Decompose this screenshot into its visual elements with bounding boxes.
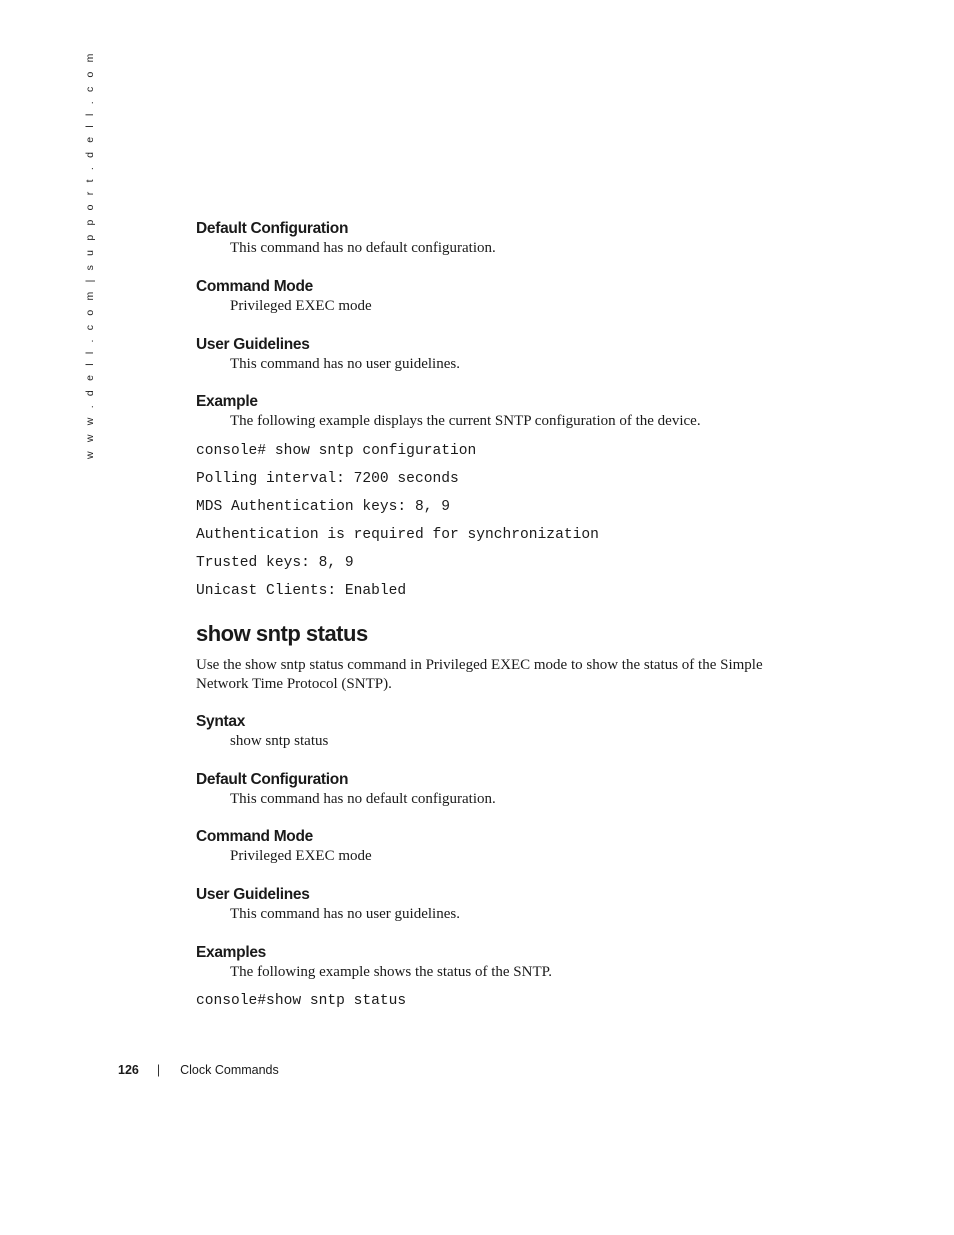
default-config-heading: Default Configuration — [196, 771, 349, 788]
page-footer — [118, 1061, 279, 1079]
code-line — [196, 442, 816, 461]
code-line-text: console# show sntp configuration — [196, 443, 477, 459]
footer-separator: | — [156, 1063, 161, 1077]
user-guidelines-text: This command has no user guidelines. — [230, 356, 460, 372]
command-section-title — [196, 620, 816, 648]
code-line — [196, 526, 816, 545]
intro-after: command in Privileged EXEC mode to show the status of the Simple — [343, 657, 763, 673]
user-guidelines-heading: User Guidelines — [196, 886, 310, 903]
command-mode-block — [196, 277, 816, 316]
code-line-text: MDS Authentication keys: 8, 9 — [196, 499, 450, 515]
default-config-text: This command has no default configuration. — [230, 240, 496, 256]
code-line-text: console#show sntp status — [196, 993, 407, 1009]
code-line — [196, 992, 816, 1011]
command-mode-heading: Command Mode — [196, 278, 313, 295]
code-line — [196, 582, 816, 601]
example-text: The following example displays the current SNTP configuration of the device. — [230, 413, 701, 429]
section-previous-command — [196, 219, 816, 258]
user-guidelines-block-2 — [196, 885, 816, 924]
command-mode-heading: Command Mode — [196, 828, 313, 845]
code-line — [196, 554, 816, 573]
examples-text: The following example shows the status of the SNTP. — [230, 964, 553, 980]
intro-command: show sntp status — [245, 657, 344, 673]
command-mode-block-2 — [196, 827, 816, 866]
syntax-text: show sntp status — [230, 733, 329, 749]
syntax-block — [196, 712, 816, 751]
command-mode-text: Privileged EXEC mode — [230, 848, 372, 864]
page-title: show sntp status — [196, 621, 368, 646]
code-line-text: Trusted keys: 8, 9 — [196, 555, 354, 571]
examples-heading: Examples — [196, 944, 266, 961]
code-line — [196, 498, 816, 517]
code-line-text: Polling interval: 7200 seconds — [196, 471, 459, 487]
code-line-text: Authentication is required for synchronization — [196, 527, 599, 543]
intro-paragraph — [196, 656, 816, 694]
page-number: 126 — [118, 1063, 139, 1077]
intro-line-1 — [196, 656, 816, 675]
intro-line-2: Network Time Protocol (SNTP). — [196, 676, 392, 692]
user-guidelines-text: This command has no user guidelines. — [230, 906, 460, 922]
code-line — [196, 470, 816, 489]
user-guidelines-block — [196, 335, 816, 374]
examples-block — [196, 943, 816, 982]
default-config-heading: Default Configuration — [196, 220, 349, 237]
default-config-text: This command has no default configuration. — [230, 791, 496, 807]
side-url: w w w . d e l l . c o m | s u p p o r t . d e l l . c o m — [84, 50, 96, 459]
chapter-title: Clock Commands — [180, 1063, 279, 1077]
command-mode-text: Privileged EXEC mode — [230, 298, 372, 314]
code-line-text: Unicast Clients: Enabled — [196, 583, 407, 599]
intro-before: Use the — [196, 657, 246, 673]
example-heading: Example — [196, 393, 258, 410]
user-guidelines-heading: User Guidelines — [196, 336, 310, 353]
syntax-heading: Syntax — [196, 713, 246, 730]
example-block — [196, 392, 816, 431]
default-config-block-2 — [196, 770, 816, 809]
